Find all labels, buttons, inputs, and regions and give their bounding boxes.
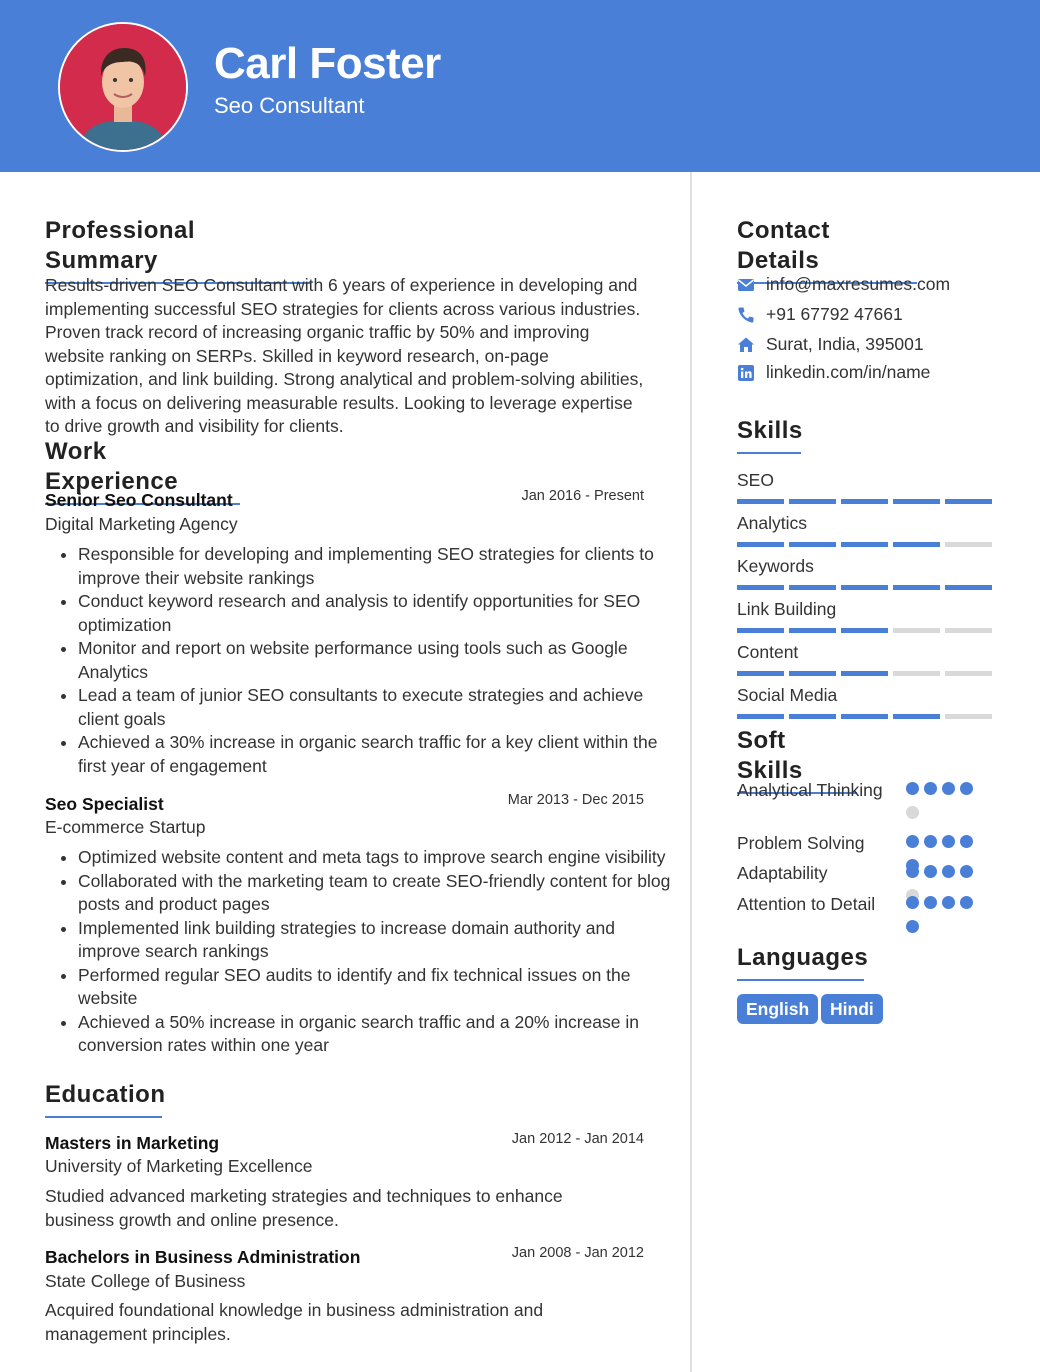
soft-skill-label: Problem Solving [737, 833, 865, 853]
rating-dot [906, 806, 919, 819]
skill-level-segment [893, 714, 940, 719]
skill-level-bar [737, 714, 993, 719]
rating-dot [942, 782, 955, 795]
skill-label: Social Media [737, 685, 838, 705]
rating-dot [942, 835, 955, 848]
skill-level-segment [945, 671, 992, 676]
skill-level-segment [893, 499, 940, 504]
job-dates: Mar 2013 - Dec 2015 [507, 792, 644, 808]
contact-heading: Contact Details [737, 216, 917, 284]
language-badge: English [737, 994, 818, 1024]
rating-dot [942, 896, 955, 909]
skill-level-segment [945, 628, 992, 633]
summary-heading: Professional Summary [45, 216, 310, 284]
education-header [45, 1133, 644, 1157]
contact-text: +91 67792 47661 [766, 304, 903, 324]
skill-level-bar [737, 671, 993, 676]
resume-header [0, 0, 1040, 172]
skill-level-segment [789, 714, 836, 719]
bullet-item: • Implemented link building strategies to increase domain authority and improve search rankings [78, 917, 678, 964]
soft-skill-label: Analytical Thinking [737, 780, 883, 800]
skill-level-segment [841, 628, 888, 633]
degree-name: Bachelors in Business Administration [45, 1247, 361, 1267]
contact-text: info@maxresumes.com [766, 274, 951, 294]
bullet-item: • Achieved a 50% increase in organic search traffic and a 20% increase in conversion rates within one year [78, 1011, 678, 1058]
skill-label: Keywords [737, 556, 814, 576]
skill-label: SEO [737, 470, 774, 490]
contact-text: linkedin.com/in/name [766, 362, 931, 382]
skill-level-bar [737, 628, 993, 633]
education-dates: Jan 2012 - Jan 2014 [511, 1131, 644, 1147]
bullet-item: • Responsible for developing and implementing SEO strategies for clients to improve their website rankings [78, 543, 678, 590]
summary-text: Results-driven SEO Consultant with 6 years of experience in developing and implementing successful SEO strategies for clients across various industries. Proven track record of increasing organic traffic by 50% and improving website ranking on SERPs. Skilled in keyword research, on-page optimization, and link building. Strong analytical and problem-solving abilities, with a focus on delivering measurable results. Looking to leverage expertise to drive growth and visibility for clients. [45, 275, 644, 436]
skill-level-segment [841, 542, 888, 547]
home-icon [737, 336, 755, 354]
job-role: Senior Seo Consultant [45, 490, 233, 510]
skill-level-segment [737, 714, 784, 719]
envelope-icon [737, 276, 755, 294]
education-header [45, 1247, 644, 1271]
linkedin-icon [737, 364, 755, 382]
rating-dot [960, 865, 973, 878]
rating-dot [942, 865, 955, 878]
phone-icon [737, 306, 755, 324]
bullet-item: • Achieved a 30% increase in organic search traffic for a key client within the first year of engagement [78, 731, 678, 778]
degree-name: Masters in Marketing [45, 1133, 220, 1153]
contact-text: Surat, India, 395001 [766, 334, 924, 354]
job-company: Digital Marketing Agency [45, 514, 238, 534]
job-role: Seo Specialist [45, 794, 164, 814]
school-name: State College of Business [45, 1271, 246, 1291]
skill-level-segment [893, 542, 940, 547]
skill-level-segment [789, 499, 836, 504]
bullet-item: • Lead a team of junior SEO consultants to execute strategies and achieve client goals [78, 684, 678, 731]
rating-dot [906, 896, 919, 909]
skill-level-segment [737, 671, 784, 676]
rating-dot [960, 782, 973, 795]
language-badge: Hindi [821, 994, 883, 1024]
rating-dot [960, 835, 973, 848]
skill-level-segment [789, 628, 836, 633]
skill-level-segment [841, 714, 888, 719]
skill-level-segment [945, 714, 992, 719]
person-portrait-icon [60, 24, 186, 150]
skill-level-segment [945, 585, 992, 590]
skill-level-bar [737, 499, 993, 504]
soft-skills-heading: Soft Skills [737, 726, 857, 794]
skill-level-segment [841, 499, 888, 504]
profile-photo [58, 22, 188, 152]
skill-label: Content [737, 642, 799, 662]
job-header [45, 794, 644, 818]
skill-level-segment [841, 585, 888, 590]
skill-level-segment [737, 585, 784, 590]
bullet-item: • Performed regular SEO audits to identify and fix technical issues on the website [78, 964, 678, 1011]
bullet-item: • Collaborated with the marketing team to create SEO-friendly content for blog posts and product pages [78, 870, 678, 917]
rating-dot [924, 865, 937, 878]
education-description: Studied advanced marketing strategies and techniques to enhance business growth and online presence. [45, 1186, 563, 1230]
job-bullets [45, 846, 678, 1058]
skill-level-segment [789, 542, 836, 547]
job-dates: Jan 2016 - Present [521, 488, 644, 504]
job-header [45, 490, 644, 514]
skill-level-segment [893, 585, 940, 590]
rating-dot [906, 782, 919, 795]
skill-level-segment [737, 628, 784, 633]
soft-skill-label: Attention to Detail [737, 894, 876, 914]
skill-level-segment [789, 585, 836, 590]
school-name: University of Marketing Excellence [45, 1156, 313, 1176]
skill-level-bar [737, 585, 993, 590]
rating-dot [924, 835, 937, 848]
bullet-item: • Conduct keyword research and analysis to identify opportunities for SEO optimization [78, 590, 678, 637]
education-description: Acquired foundational knowledge in business administration and management principles. [45, 1300, 544, 1344]
rating-dot [906, 835, 919, 848]
education-heading: Education [45, 1080, 162, 1118]
languages-heading: Languages [737, 943, 864, 981]
skill-level-segment [945, 542, 992, 547]
rating-dot [960, 896, 973, 909]
candidate-name: Carl Foster [214, 39, 441, 88]
skill-label: Link Building [737, 599, 837, 619]
experience-heading: Work Experience [45, 437, 240, 505]
skill-level-segment [789, 671, 836, 676]
bullet-item: • Optimized website content and meta tags to improve search engine visibility [78, 846, 678, 870]
rating-dot [906, 865, 919, 878]
job-company: E-commerce Startup [45, 817, 206, 837]
skill-level-segment [737, 499, 784, 504]
rating-dot [924, 896, 937, 909]
column-divider [690, 172, 692, 1372]
rating-dot [924, 782, 937, 795]
skill-level-segment [945, 499, 992, 504]
bullet-item: • Monitor and report on website performance using tools such as Google Analytics [78, 637, 678, 684]
job-bullets [45, 543, 678, 778]
skill-level-segment [893, 671, 940, 676]
skill-level-segment [893, 628, 940, 633]
skill-level-segment [737, 542, 784, 547]
skill-level-segment [841, 671, 888, 676]
education-dates: Jan 2008 - Jan 2012 [511, 1245, 644, 1261]
rating-dot [906, 920, 919, 933]
soft-skill-label: Adaptability [737, 863, 828, 883]
candidate-title: Seo Consultant [214, 93, 365, 118]
skills-heading: Skills [737, 416, 801, 454]
skill-label: Analytics [737, 513, 808, 533]
skill-level-bar [737, 542, 993, 547]
